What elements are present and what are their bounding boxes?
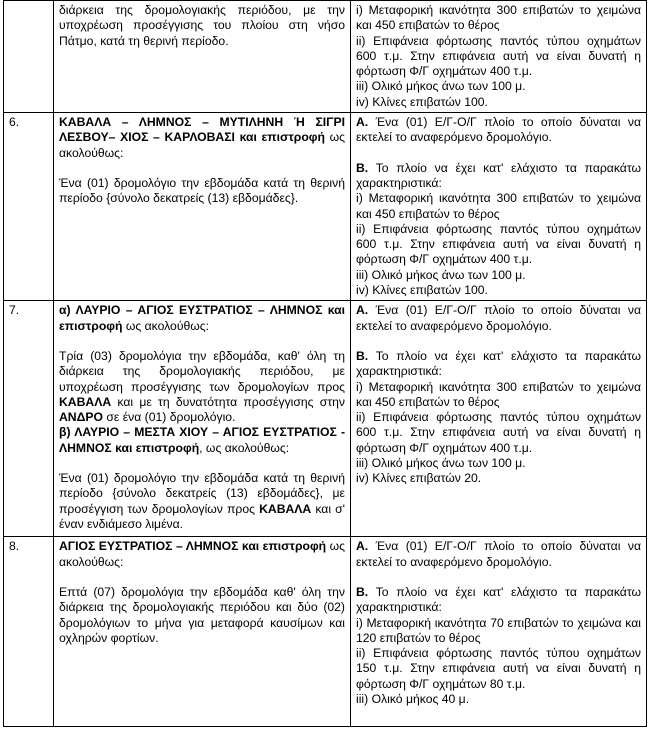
route-bold-text: ΑΓΙΟΣ ΕΥΣΤΡΑΤΙΟΣ – ΛΗΜΝΟΣ και επιστροφή — [59, 539, 327, 554]
requirement-b — [356, 161, 641, 192]
requirement-b-label: Β. — [356, 584, 369, 599]
route-bold-text: ΚΑΒΑΛΑ – ΛΗΜΝΟΣ – ΜΥΤΙΛΗΝΗ Ή ΣΙΓΡΙ ΛΕΣΒΟΥ– ΧΙΟΣ – ΚΑΡΛΟΒΑΣΙ και επιστροφή — [59, 115, 345, 145]
route-bold-text: ΑΝΔΡΟ — [59, 410, 103, 425]
route-text: ως ακολούθως: — [59, 130, 345, 160]
route-text: διάρκεια της δρομολογιακής περιόδου, με την υποχρέωση προσέγγισης του πλοίου στη νήσο Πάτμο, κατά τη θερινή περίοδο. — [59, 3, 345, 48]
paragraph-gap — [356, 334, 641, 349]
requirement-a — [356, 539, 641, 570]
route-text: και σ' έναν ενδιάμεσο λιμένα. — [59, 501, 345, 531]
specification-item: iv) Κλίνες επιβατών 100. — [356, 94, 488, 109]
paragraph-gap — [59, 334, 345, 349]
requirement-a-label: Α. — [356, 115, 369, 130]
route-description — [54, 1, 351, 113]
route-bold-text: α) ΛΑΥΡΙΟ – ΑΓΙΟΣ ΕΥΣΤΡΑΤΙΟΣ – ΛΗΜΝΟΣ και επιστροφή — [59, 303, 345, 333]
paragraph-gap — [59, 456, 345, 471]
route-number: 7. — [4, 301, 54, 537]
specification-item: i) Μεταφορική ικανότητα 70 επιβατών το χειμώνα και 120 επιβατών το θέρος — [356, 615, 641, 645]
requirement-a-label: Α. — [356, 539, 369, 554]
route-paragraph — [59, 585, 345, 646]
route-paragraph — [59, 303, 345, 334]
paragraph-gap — [59, 570, 345, 585]
routes-table — [3, 0, 647, 727]
route-text: , ως ακολούθως: — [199, 440, 290, 455]
route-text: σε ένα (01) δρομολόγιο. — [102, 410, 236, 425]
specification-item: iii) Ολικό μήκος άνω των 100 μ. — [356, 456, 526, 471]
requirement-a — [356, 303, 641, 334]
route-row — [4, 113, 647, 301]
requirement-a-text: Ένα (01) Ε/Γ-Ο/Γ πλοίο το οποίο δύναται να εκτελεί το αναφερόμενο δρομολόγιο. — [356, 539, 641, 569]
route-text: και με τη δυνατότητα προσέγγισης στην — [111, 394, 345, 409]
route-bold-text: ΚΑΒΑΛΑ — [59, 394, 112, 409]
route-bold-text: β) ΛΑΥΡΙΟ – ΜΕΣΤΑ ΧΙΟΥ – ΑΓΙΟΣ ΕΥΣΤΡΑΤΙΟΣ - ΛΗΜΝΟΣ και επιστροφή — [59, 425, 345, 455]
vessel-requirements — [351, 1, 647, 113]
routes-table-body — [4, 1, 647, 727]
vessel-requirements — [351, 113, 647, 301]
requirement-b-text: Το πλοίο να έχει κατ' ελάχιστο τα παρακάτω χαρακτηριστικά: — [356, 160, 641, 190]
route-paragraph — [59, 425, 345, 456]
route-text: Ένα (01) δρομολόγιο την εβδομάδα κατά τη θερινή περίοδο {σύνολο δεκατρείς (13) εβδομάδες}, με προσέγγιση των δρομολογίων προς — [59, 471, 345, 516]
route-paragraph — [59, 471, 345, 532]
route-text: ως ακολούθως: — [122, 318, 210, 333]
requirement-b — [356, 585, 641, 616]
route-paragraph — [59, 176, 345, 207]
paragraph-gap — [59, 161, 345, 176]
specification-item: ii) Επιφάνεια φόρτωσης παντός τύπου οχημάτων 600 τ.μ. Στην επιφάνεια αυτή να είναι δυνατή η φόρτωση Φ/Γ οχημάτων 400 τ.μ. — [356, 221, 641, 267]
specification-item: ii) Επιφάνεια φόρτωσης παντός τύπου οχημάτων 600 τ.μ. Στην επιφάνεια αυτή να είναι δυνατή η φόρτωση Φ/Γ οχημάτων 400 τ.μ. — [356, 410, 641, 455]
requirement-a-text: Ένα (01) Ε/Γ-Ο/Γ πλοίο το οποίο δύναται να εκτελεί το αναφερόμενο δρομολόγιο. — [356, 115, 641, 145]
route-text: Ένα (01) δρομολόγιο την εβδομάδα κατά τη θερινή περίοδο {σύνολο δεκατρείς (13) εβδομάδες}. — [59, 175, 345, 206]
specification-item: iii) Ολικό μήκος 40 μ. — [356, 692, 470, 707]
route-paragraph — [59, 115, 345, 161]
route-row — [4, 1, 647, 113]
specification-item: iv) Κλίνες επιβατών 20. — [356, 471, 482, 486]
vessel-requirements — [351, 537, 647, 727]
vessel-requirements — [351, 301, 647, 537]
specification-item: i) Μεταφορική ικανότητα 300 επιβατών το χειμώνα και 450 επιβατών το θέρος — [356, 3, 641, 33]
specification-item: iii) Ολικό μήκος άνω των 100 μ. — [356, 267, 526, 282]
route-description — [54, 113, 351, 301]
route-text: Τρία (03) δρομολόγια την εβδομάδα, καθ' όλη τη διάρκεια της δρομολογιακής περιόδου, με υποχρέωση προσέγγισης των δρομολογίων προς — [59, 348, 345, 394]
route-number: 8. — [4, 537, 54, 727]
specification-item: iv) Κλίνες επιβατών 100. — [356, 283, 488, 298]
requirement-b-label: Β. — [356, 160, 369, 175]
paragraph-gap — [356, 146, 641, 161]
specification-item: i) Μεταφορική ικανότητα 300 επιβατών το χειμώνα και 450 επιβατών το θέρος — [356, 191, 641, 221]
requirement-a-text: Ένα (01) Ε/Γ-Ο/Γ πλοίο το οποίο δύναται να εκτελεί το αναφερόμενο δρομολόγιο. — [356, 303, 641, 333]
requirement-b — [356, 349, 641, 380]
route-paragraph — [59, 539, 345, 570]
route-paragraph — [59, 349, 345, 425]
specification-item: ii) Επιφάνεια φόρτωσης παντός τύπου οχημάτων 150 τ.μ. Στην επιφάνεια αυτή να είναι δυνατή η φόρτωση Φ/Γ οχημάτων 80 τ.μ. — [356, 646, 641, 691]
route-row — [4, 301, 647, 537]
route-description — [54, 301, 351, 537]
route-row — [4, 537, 647, 727]
specification-item: i) Μεταφορική ικανότητα 300 επιβατών το χειμώνα και 450 επιβατών το θέρος — [356, 379, 641, 409]
route-description — [54, 537, 351, 727]
specification-item: ii) Επιφάνεια φόρτωσης παντός τύπου οχημάτων 600 τ.μ. Στην επιφάνεια αυτή να είναι δυνατή η φόρτωση Φ/Γ οχημάτων 400 τ.μ. — [356, 33, 641, 79]
route-number — [4, 1, 54, 113]
route-paragraph — [59, 3, 345, 49]
route-number: 6. — [4, 113, 54, 301]
requirement-a — [356, 115, 641, 146]
requirement-a-label: Α. — [356, 303, 369, 318]
requirement-b-label: Β. — [356, 348, 369, 363]
specification-item: iii) Ολικό μήκος άνω των 100 μ. — [356, 79, 526, 94]
route-text: Επτά (07) δρομολόγια την εβδομάδα καθ' όλη την διάρκεια της δρομολογιακής περιόδου και δύο (02) δρομολόγιων το μήνα για μεταφορά καυσίμων και οχληρών φορτίων. — [59, 584, 345, 645]
route-text: ως ακολούθως: — [59, 539, 345, 569]
route-bold-text: ΚΑΒΑΛΑ — [259, 501, 312, 516]
requirement-b-text: Το πλοίο να έχει κατ' ελάχιστο τα παρακάτω χαρακτηριστικά: — [356, 584, 641, 615]
requirement-b-text: Το πλοίο να έχει κατ' ελάχιστο τα παρακάτω χαρακτηριστικά: — [356, 348, 641, 379]
paragraph-gap — [356, 570, 641, 585]
